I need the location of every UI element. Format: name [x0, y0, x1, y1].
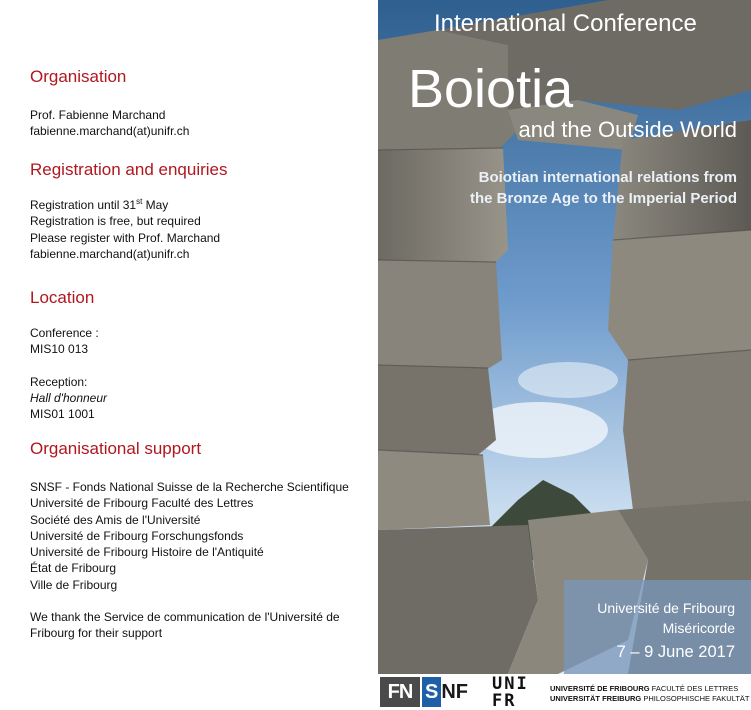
registration-email[interactable]: fabienne.marchand(at)unifr.ch: [30, 246, 190, 261]
support-item: Université de Fribourg Faculté des Lettres: [30, 496, 254, 511]
support-heading: Organisational support: [30, 439, 202, 458]
venue-university: Université de Fribourg: [597, 600, 735, 616]
support-item: Ville de Fribourg: [30, 577, 118, 592]
organisation-heading: Organisation: [30, 67, 127, 86]
reception-label: Reception:: [30, 374, 88, 389]
registration-heading: Registration and enquiries: [30, 160, 228, 179]
organisation-block: [30, 107, 189, 140]
registration-block: [30, 197, 220, 262]
conference-kicker: International Conference: [434, 10, 697, 37]
support-item: SNSF - Fonds National Suisse de la Recherche Scientifique: [30, 480, 349, 494]
conference-label: Conference :: [30, 326, 99, 340]
support-item: État de Fribourg: [30, 561, 117, 576]
sponsor-logos: [378, 674, 751, 710]
conference-room: MIS10 013: [30, 342, 89, 357]
organiser-email[interactable]: fabienne.marchand(at)unifr.ch: [30, 124, 190, 139]
conference-dates: 7 – 9 June 2017: [616, 643, 735, 661]
reception-room: MIS01 1001: [30, 407, 95, 422]
support-block: [30, 479, 349, 642]
fn-logo: FN: [380, 677, 420, 707]
location-block: [30, 325, 107, 422]
venue-date-panel: [564, 580, 751, 674]
support-item: Université de Fribourg Histoire de l'Antiquité: [30, 545, 264, 560]
venue-campus: Miséricorde: [662, 620, 735, 636]
conference-subtitle: and the Outside World: [518, 117, 737, 142]
unifr-logo: UNI FR: [492, 674, 529, 710]
faculty-logo-text: UNIVERSITÉ DE FRIBOURG FACULTÉ DES LETTRES UNIVERSITÄT FREIBURG PHILOSOPHISCHE FAKULTÄT: [550, 684, 750, 703]
conference-title: Boiotia: [408, 59, 574, 119]
registration-deadline: Registration until 31st May: [30, 197, 169, 212]
thanks-line: Fribourg for their support: [30, 626, 163, 641]
thanks-line: We thank the Service de communication de l'Université de: [30, 610, 340, 625]
registration-instruction: Please register with Prof. Marchand: [30, 230, 221, 245]
snf-logo: S NF: [422, 677, 488, 707]
cover-panel: [378, 0, 751, 710]
reception-place: Hall d'honneur: [30, 390, 108, 405]
registration-free: Registration is free, but required: [30, 214, 201, 229]
conference-tagline: Boiotian international relations from the Bronze Age to the Imperial Period: [470, 169, 737, 207]
organiser-name: Prof. Fabienne Marchand: [30, 108, 166, 122]
support-item: Société des Amis de l'Université: [30, 512, 201, 527]
support-item: Université de Fribourg Forschungsfonds: [30, 528, 244, 543]
location-heading: Location: [30, 288, 95, 307]
